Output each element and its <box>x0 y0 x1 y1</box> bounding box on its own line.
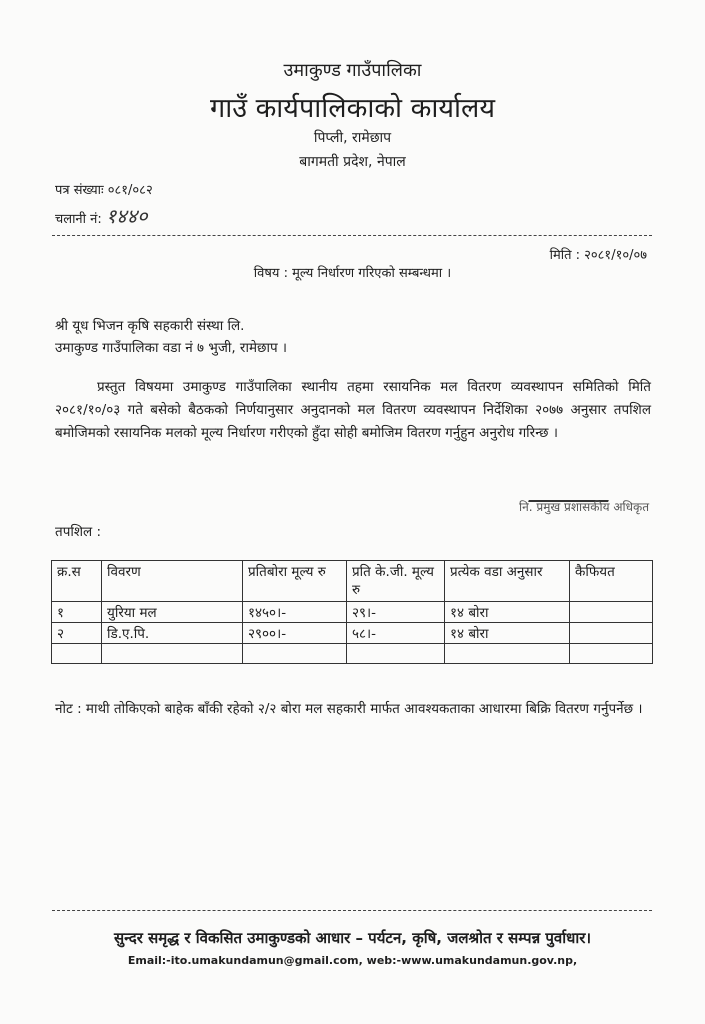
cell-empty <box>243 644 347 664</box>
cell-price-per-kg: २९।- <box>347 602 445 623</box>
letter-date: मिति : २०८१/१०/०७ <box>549 248 647 263</box>
header-serial: क्र.स <box>52 561 102 602</box>
footer-contact: Email:-ito.umakundamun@gmail.com, web:-www.umakundamun.gov.np, <box>127 954 578 967</box>
letter-number <box>55 180 153 198</box>
header-remarks: कैफियत <box>570 561 653 602</box>
cell-description: युरिया मल <box>102 602 243 623</box>
signature-block <box>505 478 705 518</box>
cell-price-per-sack: १४५०।- <box>243 602 347 623</box>
cell-empty <box>445 644 570 664</box>
addressee-name: श्री यूध भिजन कृषि सहकारी संस्था लि. <box>55 318 245 334</box>
table-row <box>52 602 653 623</box>
fertilizer-price-table <box>51 560 653 664</box>
office-stamp <box>300 166 405 218</box>
address-line-2: बागमती प्रदेश, नेपाल <box>299 154 406 170</box>
cell-per-ward: १४ बोरा <box>445 602 570 623</box>
cell-empty <box>102 644 243 664</box>
municipality-name: उमाकुण्ड गाउँपालिका <box>283 60 422 81</box>
footer-divider <box>52 910 652 911</box>
cell-price-per-kg: ५८।- <box>347 623 445 644</box>
addressee-address: उमाकुण्ड गाउँपालिका वडा नं ७ भुजी, रामेछाप । <box>55 340 288 356</box>
table-header-row <box>52 561 653 602</box>
dispatch-number-value: १४४० <box>105 204 148 228</box>
address-line-1: पिप्ली, रामेछाप <box>313 130 392 146</box>
note-text: नोट : माथी तोकिएको बाहेक बाँकी रहेको २/२ बोरा मल सहकारी मार्फत आवश्यकताका आधारमा बिक्रि वितरण गर्नुपर्नेछ । <box>55 701 643 717</box>
cell-price-per-sack: २९००।- <box>243 623 347 644</box>
cell-remarks <box>570 623 653 644</box>
cell-remarks <box>570 602 653 623</box>
dispatch-number-label: चलानी नं: <box>55 212 102 227</box>
cell-description: डि.ए.पि. <box>102 623 243 644</box>
header-per-ward: प्रत्येक वडा अनुसार <box>445 561 570 602</box>
signatory-title: नि. प्रमुख प्रशासकीय अधिकृत <box>519 500 650 514</box>
cell-empty <box>52 644 102 664</box>
letter-number-value: ०८१/०८२ <box>107 183 153 198</box>
table-row-empty <box>52 644 653 664</box>
header-price-per-sack: प्रतिबोरा मूल्य रु <box>243 561 347 602</box>
details-label: तपशिल : <box>55 524 102 540</box>
subject-line: विषय : मूल्य निर्धारण गरिएको सम्बन्धमा । <box>253 266 452 281</box>
header-divider <box>52 235 652 236</box>
footer-tagline: सुन्दर समृद्ध र विकसित उमाकुण्डको आधार – पर्यटन, कृषि, जलश्रोत र सम्पन्न पुर्वाधार। <box>113 929 592 947</box>
cell-empty <box>347 644 445 664</box>
cell-serial: २ <box>52 623 102 644</box>
header-price-per-kg: प्रति के.जी. मूल्य रु <box>347 561 445 602</box>
cell-per-ward: १४ बोरा <box>445 623 570 644</box>
letter-body: प्रस्तुत विषयमा उमाकुण्ड गाउँपालिका स्थानीय तहमा रसायनिक मल वितरण व्यवस्थापन समितिको मिति २०८१/१०/०३ गते बसेको बैठकको निर्णयानुसार अनुदानको मल वितरण व्यवस्थापन निर्देशिका २०७७ अनुसार तपशिल बमोजिमको रसायनिक मलको मूल्य निर्धारण गरीएको हुँदा सोही बमोजिम वितरण गर्नुहुन अनुरोध गरिन्छ । <box>55 379 651 441</box>
letter-number-label: पत्र संख्याः <box>55 183 104 198</box>
office-title: गाउँ कार्यपालिकाको कार्यालय <box>210 93 495 124</box>
table-row <box>52 623 653 644</box>
cell-serial: १ <box>52 602 102 623</box>
cell-empty <box>570 644 653 664</box>
header-description: विवरण <box>102 561 243 602</box>
dispatch-number <box>55 202 148 229</box>
